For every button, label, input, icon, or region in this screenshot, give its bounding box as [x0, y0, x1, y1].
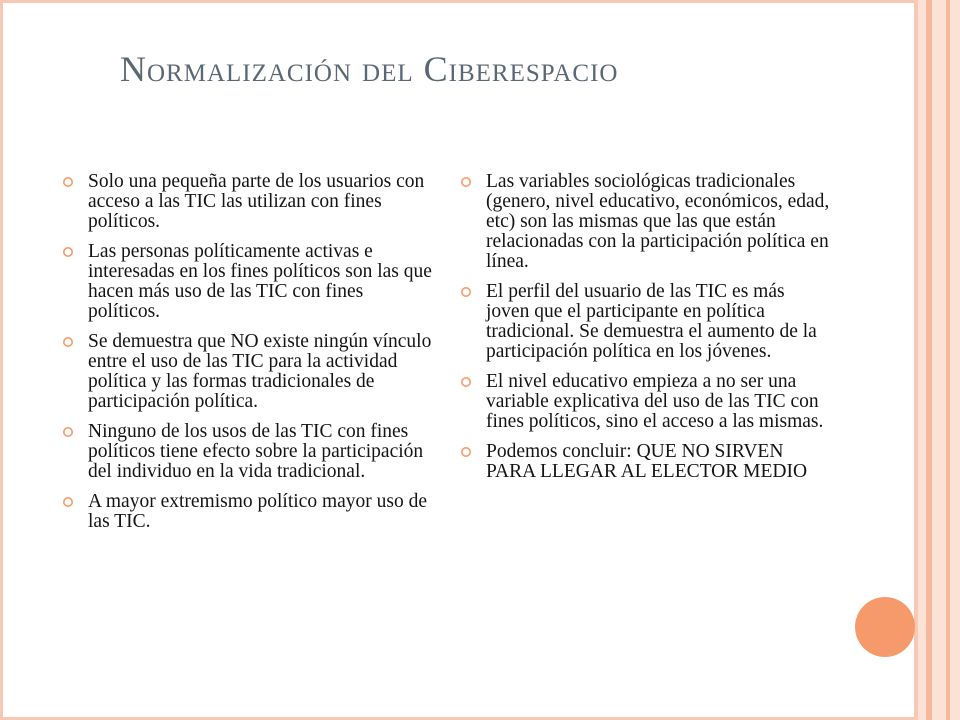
list-item-text: Solo una pequeña parte de los usuarios con acceso a las TIC las utilizan con fines políticos.: [88, 171, 425, 232]
slide-title: Normalización del Ciberespacio: [120, 49, 619, 89]
ring-bullet-icon: [460, 446, 472, 458]
side-stripe: [918, 0, 926, 720]
right-column: [460, 172, 830, 492]
ring-bullet-icon: [62, 176, 74, 188]
list-item: [460, 442, 830, 482]
decorative-circle: [855, 597, 915, 657]
ring-bullet-icon: [460, 286, 472, 298]
left-column: [62, 172, 434, 542]
ring-bullet-icon: [460, 176, 472, 188]
list-item-text: Las personas políticamente activas e interesadas en los fines políticos son las que hacen más uso de las TIC con fines políticos.: [88, 241, 432, 322]
list-item: [62, 492, 434, 532]
ring-bullet-icon: [62, 496, 74, 508]
list-item-text: Las variables sociológicas tradicionales (genero, nivel educativo, económicos, edad, etc) son las mismas que las que están relacionadas con la participación política en línea.: [486, 171, 830, 272]
list-item: [460, 282, 830, 362]
list-item: [62, 242, 434, 322]
list-item-text: Ninguno de los usos de las TIC con fines políticos tiene efecto sobre la participación del individuo en la vida tradicional.: [88, 421, 424, 482]
ring-bullet-icon: [460, 376, 472, 388]
ring-bullet-icon: [62, 426, 74, 438]
list-item: [62, 332, 434, 412]
list-item-text: Podemos concluir: QUE NO SIRVEN PARA LLEGAR AL ELECTOR MEDIO: [486, 441, 808, 482]
list-item-text: A mayor extremismo político mayor uso de las TIC.: [88, 491, 428, 532]
list-item-text: El nivel educativo empieza a no ser una variable explicativa del uso de las TIC con fines políticos, sino el acceso a las mismas.: [486, 371, 824, 432]
ring-bullet-icon: [62, 336, 74, 348]
side-stripe: [932, 0, 946, 720]
list-item-text: El perfil del usuario de las TIC es más joven que el participante en política tradicional. Se demuestra el aumento de la participación política en los jóvenes.: [486, 281, 817, 362]
list-item: [62, 422, 434, 482]
list-item: [460, 172, 830, 272]
list-item: [62, 172, 434, 232]
list-item-text: Se demuestra que NO existe ningún vínculo entre el uso de las TIC para la actividad política y las formas tradicionales de participación política.: [88, 331, 432, 412]
side-stripe: [950, 0, 960, 720]
list-item: [460, 372, 830, 432]
ring-bullet-icon: [62, 246, 74, 258]
